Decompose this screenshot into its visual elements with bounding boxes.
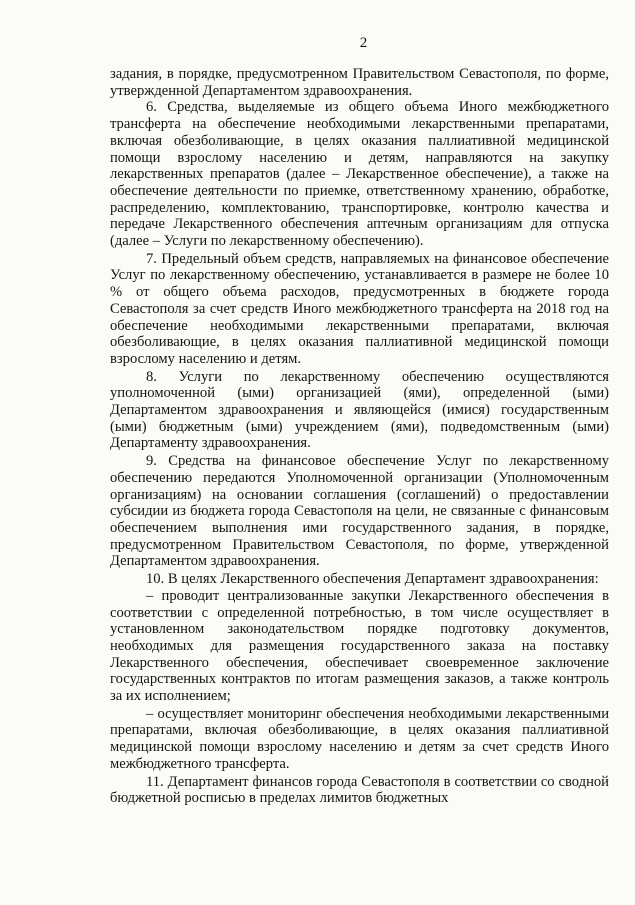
paragraph-6: 6. Средства, выделяемые из общего объема Иного межбюджетного трансферта на обеспечение необходимыми лекарственными препаратами, включая обезболивающие, в целях оказания паллиативной медицинской помощи взрослому населению и детям, направляются на закупку лекарственных препаратов (далее – Лекарственное обеспечение), а также на обеспечение деятельности по приемке, ответственному хранению, обработке, распределению, комплектованию, транспортировке, контролю качества и передаче Лекарственного обеспечения аптечным организациям для отпуска (далее – Услуги по лекарственному обеспечению). bbox=[110, 99, 609, 250]
paragraph-9: 9. Средства на финансовое обеспечение Услуг по лекарственному обеспечению передаются Уполномоченной организации (Уполномоченным организациям) на основании соглашения (соглашений) о предоставлении субсидии из бюджета города Севастополя на цели, не связанные с финансовым обеспечением выполнения ими государственного задания, в порядке, предусмотренном Правительством Севастополя, по форме, утвержденной Департаментом здравоохранения. bbox=[110, 453, 609, 570]
list-item-procurement: – проводит централизованные закупки Лекарственного обеспечения в соответствии с определенной потребностью, в том числе осуществляет в установленном законодательством порядке подготовку документов, необходимых для размещения государственного заказа на поставку Лекарственного обеспечения, обеспечивает своевременное заключение государственных контрактов по итогам размещения заказов, а также контроль за их исполнением; bbox=[110, 587, 609, 705]
paragraph-11: 11. Департамент финансов города Севастополя в соответствии со сводной бюджетной росписью в пределах лимитов бюджетных bbox=[110, 773, 609, 807]
paragraph-continuation: задания, в порядке, предусмотренном Правительством Севастополя, по форме, утвержденной Департаментом здравоохранения. bbox=[110, 66, 609, 99]
list-item-monitoring: – осуществляет мониторинг обеспечения необходимыми лекарственными препаратами, включая обезболивающие, в целях оказания паллиативной медицинской помощи взрослому населению и детям за счет средств Иного межбюджетного трансферта. bbox=[110, 705, 609, 772]
page-number: 2 bbox=[359, 35, 368, 51]
paragraph-10: 10. В целях Лекарственного обеспечения Департамент здравоохранения: bbox=[146, 571, 599, 588]
paragraph-7: 7. Предельный объем средств, направляемых на финансовое обеспечение Услуг по лекарственному обеспечению, устанавливается в размере не более 10 % от общего объема расходов, предусмотренных в бюджете города Севастополя за счет средств Иного межбюджетного трансферта на 2018 год на обеспечение необходимыми лекарственными препаратами, включая обезболивающие, в целях оказания паллиативной медицинской помощи взрослому населению и детям. bbox=[110, 250, 609, 367]
paragraph-8: 8. Услуги по лекарственному обеспечению осуществляются уполномоченной (ыми) организацией (ями), определенной (ыми) Департаментом здравоохранения и являющейся (имися) государственным (ыми) бюджетным (ыми) учреждением (ями), подведомственным (ыми) Департаменту здравоохранения. bbox=[110, 368, 609, 452]
